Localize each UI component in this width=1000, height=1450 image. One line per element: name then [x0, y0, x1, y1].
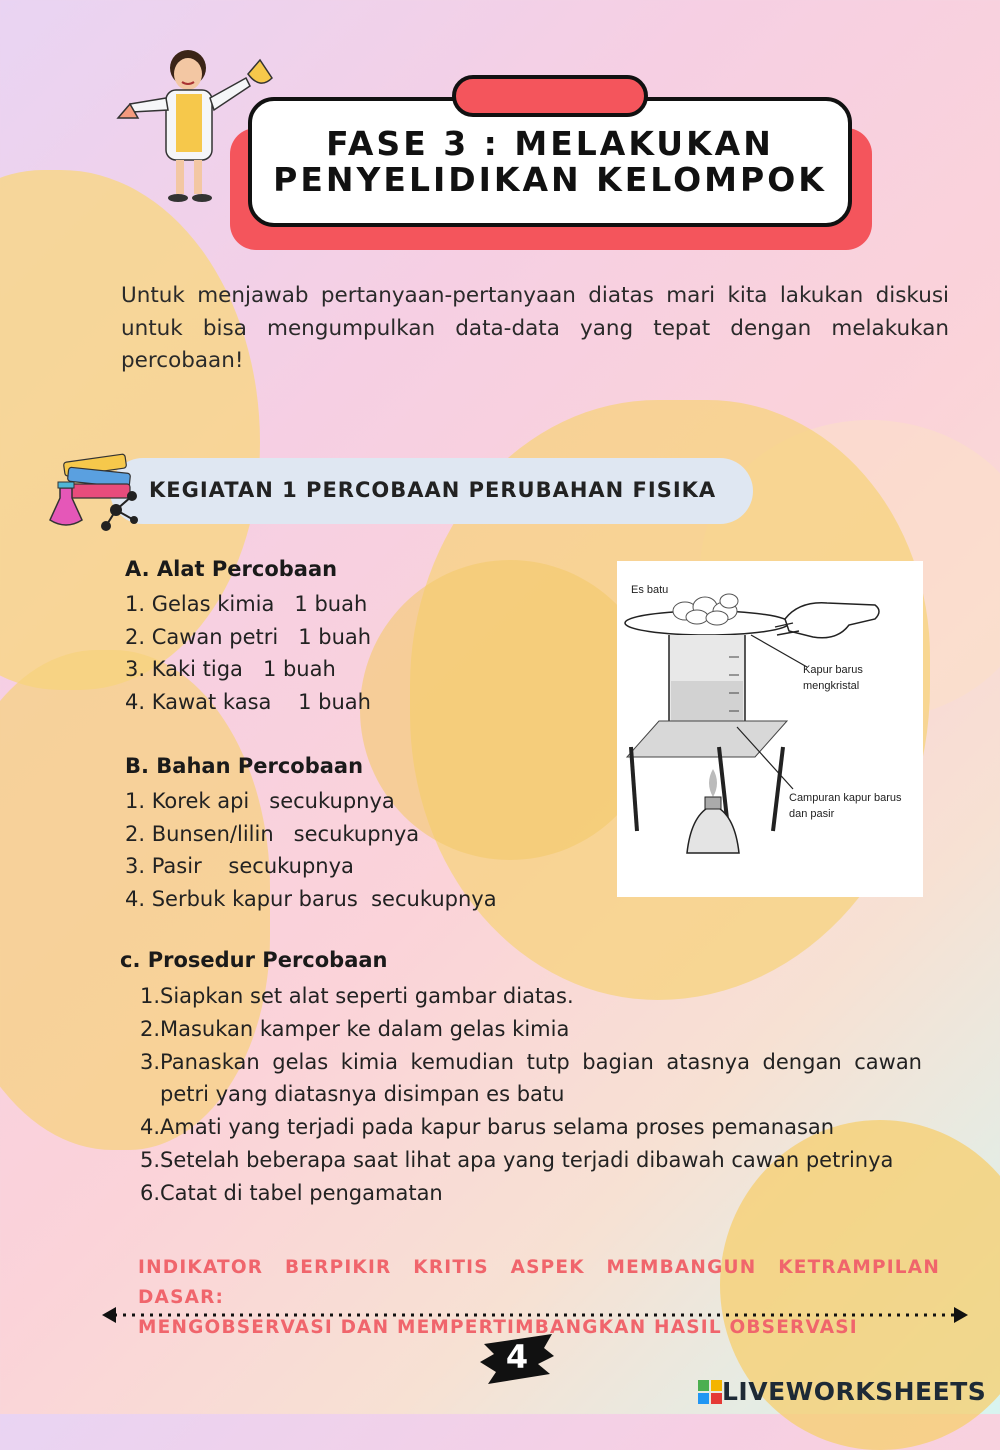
step-text: Panaskan gelas kimia kemudian tutp bagian atasnya dengan cawan petri yang diatasnya disimpan es batu: [160, 1049, 922, 1107]
label-es-batu: Es batu: [631, 584, 669, 596]
list-item: [140, 1013, 922, 1046]
step-text: Setelah beberapa saat lihat apa yang terjadi dibawah cawan petrinya: [160, 1147, 894, 1172]
title-line-1: FASE 3 : MELAKUKAN: [326, 124, 774, 163]
list-item: [140, 1111, 922, 1144]
label-kapur-1: Kapur barus: [803, 664, 863, 676]
bahan-list: [125, 785, 497, 915]
page-number-text: 4: [505, 1338, 529, 1376]
experiment-diagram: [617, 561, 923, 897]
lab-books-icon: [46, 440, 146, 535]
step-number: 2.: [140, 1016, 161, 1041]
alat-heading: A. Alat Percobaan: [125, 557, 338, 581]
experiment-figure: [617, 561, 923, 897]
label-campuran-2: dan pasir: [789, 808, 835, 820]
page-number: [478, 1330, 556, 1388]
list-item: 4. Kawat kasa 1 buah: [125, 689, 371, 714]
step-number: 3.: [140, 1049, 161, 1074]
label-kapur-2: mengkristal: [803, 680, 860, 692]
list-item: [140, 980, 922, 1013]
footer-brand-text: LIVEWORKSHEETS: [722, 1377, 987, 1406]
step-number: 6.: [140, 1180, 161, 1205]
step-text: Masukan kamper ke dalam gelas kimia: [160, 1016, 570, 1041]
list-item: 2. Bunsen/lilin secukupnya: [125, 821, 420, 846]
list-item: 3. Kaki tiga 1 buah: [125, 657, 336, 681]
list-item: [140, 1177, 922, 1210]
dotted-divider: [100, 1303, 970, 1327]
intro-paragraph: Untuk menjawab pertanyaan-pertanyaan diatas mari kita lakukan diskusi untuk bisa mengumpulkan data-data yang tepat dengan melakukan percobaan!: [121, 283, 949, 373]
list-item: 1. Gelas kimia 1 buah: [125, 592, 368, 616]
step-number: 4.: [140, 1115, 161, 1140]
step-number: 1.: [140, 984, 161, 1008]
footer-brand[interactable]: [698, 1377, 986, 1406]
liveworksheets-logo-icon: [698, 1380, 722, 1404]
step-text: Catat di tabel pengamatan: [160, 1180, 443, 1205]
prosedur-heading: c. Prosedur Percobaan: [120, 948, 388, 972]
label-campuran-1: Campuran kapur barus: [789, 792, 902, 804]
title-tab-decoration: [452, 75, 648, 117]
indikator-line-1: INDIKATOR BERPIKIR KRITIS ASPEK MEMBANGUN KETRAMPILAN DASAR:: [138, 1257, 940, 1308]
list-item: [140, 1144, 922, 1177]
alat-list: [125, 588, 371, 718]
prosedur-list: [140, 980, 922, 1210]
step-text: Amati yang terjadi pada kapur barus selama proses pemanasan: [160, 1115, 835, 1140]
list-item: 2. Cawan petri 1 buah: [125, 624, 372, 649]
section-title: KEGIATAN 1 PERCOBAAN PERUBAHAN FISIKA: [149, 478, 717, 502]
step-text: Siapkan set alat seperti gambar diatas.: [160, 984, 574, 1008]
list-item: 1. Korek api secukupnya: [125, 789, 395, 813]
list-item: 4. Serbuk kapur barus secukupnya: [125, 886, 497, 911]
title-line-2: PENYELIDIKAN KELOMPOK: [273, 160, 827, 199]
list-item: 3. Pasir secukupnya: [125, 854, 354, 878]
indikator-line-2: MENGOBSERVASI DAN MEMPERTIMBANGKAN HASIL OBSERVASI: [138, 1317, 858, 1338]
list-item: [140, 1046, 922, 1112]
bahan-heading: B. Bahan Percobaan: [125, 754, 364, 778]
step-number: 5.: [140, 1147, 161, 1172]
